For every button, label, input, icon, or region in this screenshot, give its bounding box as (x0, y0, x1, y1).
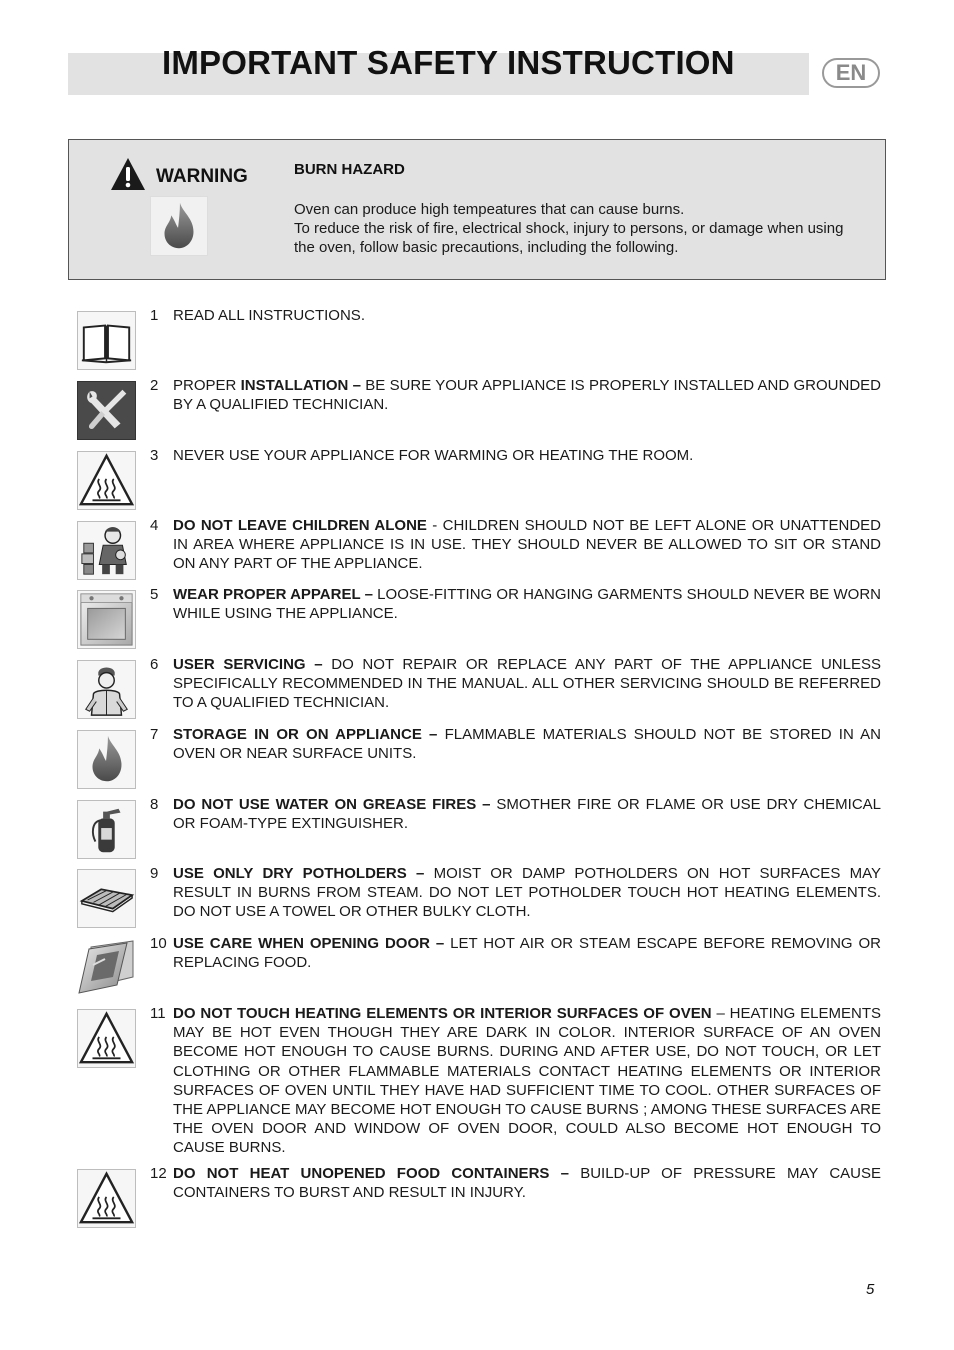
item-number: 12 (150, 1165, 167, 1182)
instruction-heading: USER SERVICING – (173, 656, 323, 673)
technician-icon (77, 660, 136, 719)
oven-icon (77, 590, 136, 649)
instruction-heading: DO NOT HEAT UNOPENED FOOD CONTAINERS – (173, 1165, 569, 1182)
item-number: 9 (150, 865, 159, 882)
item-number: 8 (150, 796, 159, 813)
instruction-text (173, 516, 881, 574)
item-number: 3 (150, 447, 159, 464)
hot-surface-icon (77, 1169, 136, 1228)
instruction-text (173, 1004, 881, 1158)
instruction-heading: WEAR PROPER APPAREL – (173, 586, 373, 603)
instruction-body: LOOSE-FITTING OR HANGING GARMENTS SHOULD NEVER BE WORN WHILE USING THE APPLIANCE. (173, 586, 881, 623)
hazard-line: Oven can produce high tempeatures that can cause burns. (294, 201, 685, 218)
instruction-body: NEVER USE YOUR APPLIANCE FOR WARMING OR HEATING THE ROOM. (173, 447, 694, 464)
instruction-heading: INSTALLATION – (240, 377, 362, 394)
instruction-prefix: PROPER (173, 377, 241, 394)
instruction-text (173, 725, 881, 763)
fire-extinguisher-icon (77, 800, 136, 859)
instruction-text (173, 585, 881, 623)
hazard-line: the oven, follow basic precautions, including the following. (294, 239, 679, 257)
page-title: IMPORTANT SAFETY INSTRUCTION (162, 44, 735, 81)
open-book-icon (77, 311, 136, 370)
child-icon (77, 521, 136, 580)
item-number: 4 (150, 517, 159, 534)
hot-surface-icon (77, 451, 136, 510)
item-number: 2 (150, 377, 159, 394)
hazard-line: To reduce the risk of fire, electrical shock, injury to persons, or damage when using (294, 220, 844, 238)
instruction-text (173, 934, 881, 972)
instruction-text (173, 306, 881, 325)
oven-rack-icon (77, 869, 136, 928)
page-number: 5 (866, 1281, 875, 1298)
tools-icon (77, 381, 136, 440)
warning-label: WARNING (156, 166, 248, 187)
item-number: 11 (150, 1005, 166, 1022)
instruction-body: – HEATING ELEMENTS MAY BE HOT EVEN THOUGH THEY ARE DARK IN COLOR. INTERIOR SURFACE OF AN OVEN BECOME HOT ENOUGH TO CAUSE BURNS. DURING AND AFTER USE, DO NOT TOUCH, OR LET CLOTHING OR OTHER FLAMMABLE MATERIALS CONTACT HEATING ELEMENTS OR INTERIOR SURFACES OF OVEN UNTIL THEY HAVE HAD SUFFICIENT TIME TO COOL. OTHER SURFACES OF THE APPLIANCE MAY BECOME HOT ENOUGH TO CAUSE BURNS ; AMONG THESE SURFACES ARE THE OVEN DOOR AND WINDOW OF OVEN DOOR, COULD ALSO BECOME HOT ENOUGH TO CAUSE BURNS. (173, 1005, 881, 1157)
instruction-body: SMOTHER FIRE OR FLAME OR USE DRY CHEMICAL OR FOAM-TYPE EXTINGUISHER. (173, 796, 882, 833)
item-number: 5 (150, 586, 159, 603)
instruction-heading: USE ONLY DRY POTHOLDERS – (173, 865, 425, 882)
warning-triangle-icon (110, 156, 146, 192)
item-number: 6 (150, 656, 159, 673)
instruction-text (173, 655, 881, 713)
hazard-title: BURN HAZARD (294, 161, 405, 178)
instruction-body: BE SURE YOUR APPLIANCE IS PROPERLY INSTALLED AND GROUNDED BY A QUALIFIED TECHNICIAN. (173, 377, 881, 414)
flame-icon (150, 196, 208, 256)
instruction-body: BUILD-UP OF PRESSURE MAY CAUSE CONTAINERS TO BURST AND RESULT IN INJURY. (173, 1165, 881, 1202)
flame-icon (77, 730, 136, 789)
instruction-heading: DO NOT TOUCH HEATING ELEMENTS OR INTERIOR SURFACES OF OVEN (173, 1005, 712, 1022)
hot-surface-icon (77, 1009, 136, 1068)
instruction-heading: STORAGE IN OR ON APPLIANCE – (173, 726, 438, 743)
instruction-body: MOIST OR DAMP POTHOLDERS ON HOT SURFACES MAY RESULT IN BURNS FROM STEAM. DO NOT LET POTHOLDER TOUCH HOT HEATING ELEMENTS. DO NOT USE A TOWEL OR OTHER BULKY CLOTH. (173, 865, 882, 921)
instruction-body: - CHILDREN SHOULD NOT BE LEFT ALONE OR UNATTENDED IN AREA WHERE APPLIANCE IS IN USE. THEY SHOULD NEVER BE ALLOWED TO SIT OR STAND ON ANY PART OF THE APPLIANCE. (173, 517, 881, 573)
instruction-text (173, 864, 881, 922)
hazard-body (294, 200, 886, 258)
instruction-text (173, 1164, 881, 1202)
item-number: 10 (150, 935, 167, 952)
instruction-heading: DO NOT USE WATER ON GREASE FIRES – (173, 796, 491, 813)
language-badge: EN (822, 58, 880, 88)
instruction-text (173, 376, 881, 414)
instruction-heading: USE CARE WHEN OPENING DOOR – (173, 935, 445, 952)
instruction-text (173, 795, 881, 833)
instruction-body: FLAMMABLE MATERIALS SHOULD NOT BE STORED IN AN OVEN OR NEAR SURFACE UNITS. (173, 726, 881, 763)
oven-door-icon (77, 939, 136, 998)
item-number: 1 (150, 307, 159, 324)
instruction-text (173, 446, 881, 465)
item-number: 7 (150, 726, 159, 743)
instruction-body: LET HOT AIR OR STEAM ESCAPE BEFORE REMOVING OR REPLACING FOOD. (173, 935, 881, 972)
instruction-heading: DO NOT LEAVE CHILDREN ALONE (173, 517, 427, 534)
instruction-body: DO NOT REPAIR OR REPLACE ANY PART OF THE APPLIANCE UNLESS SPECIFICALLY RECOMMENDED IN THE MANUAL. ALL OTHER SERVICING SHOULD BE REFERRED TO A QUALIFIED TECHNICIAN. (173, 656, 881, 712)
instruction-body: READ ALL INSTRUCTIONS. (173, 307, 365, 324)
